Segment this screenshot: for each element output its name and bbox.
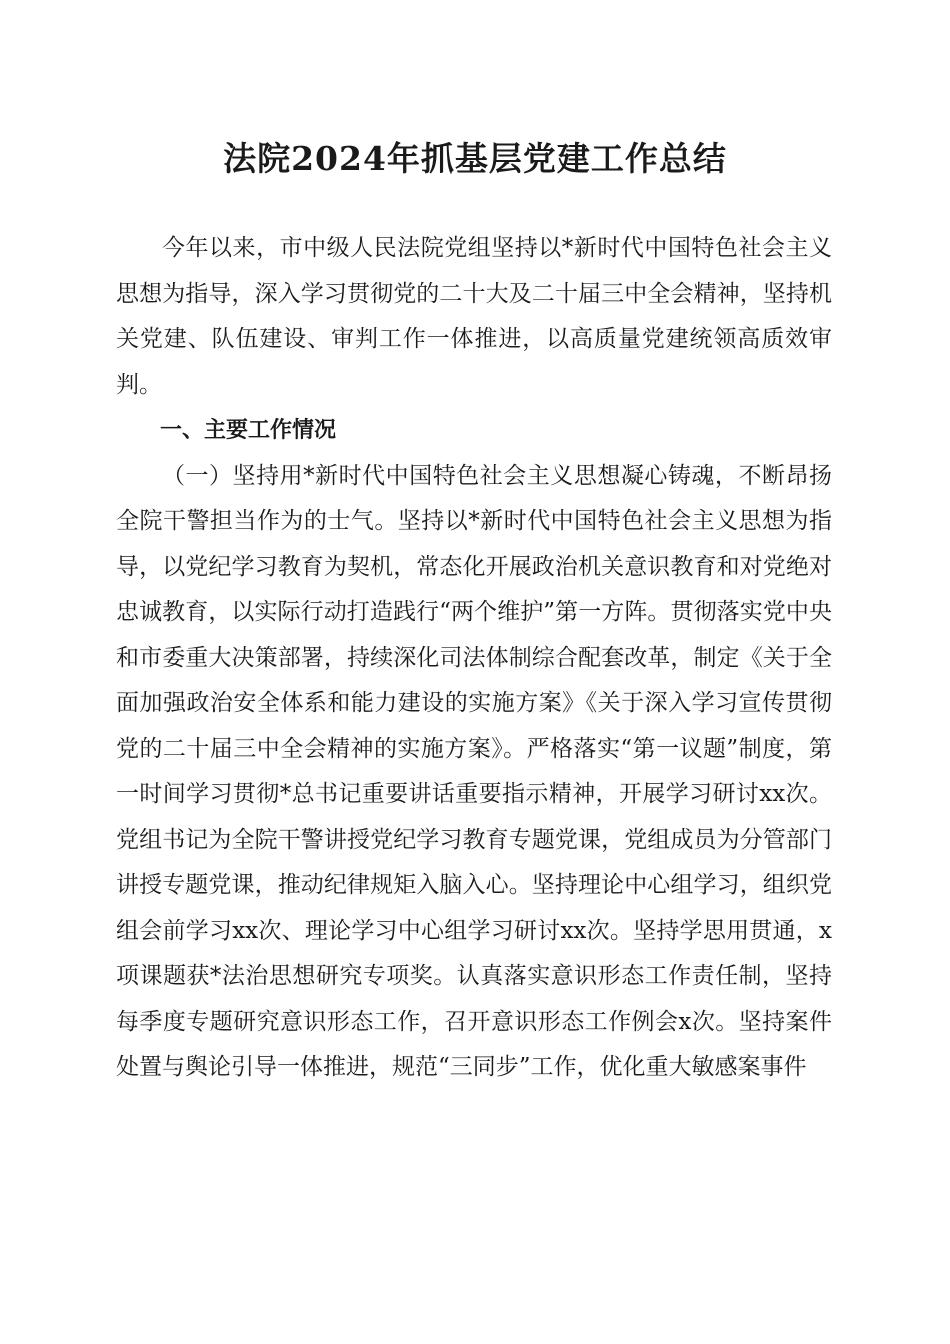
section-heading: 一、主要工作情况 bbox=[160, 418, 337, 443]
document-title: 法院2024年抓基层党建工作总结 bbox=[223, 139, 727, 178]
section-paragraph: （一）坚持用*新时代中国特色社会主义思想凝心铸魂，不断昂扬全院干警担当作为的士气。坚持以*新时代中国特色社会主义思想为指导，以党纪学习教育为契机，常态化开展政治机关意识教育和对党绝对忠诚教育，以实际行动打造践行“两个维护”第一方阵。贯彻落实党中央和市委重大决策部署，持续深化司法体制综合配套改革，制定《关于全面加强政治安全体系和能力建设的实施方案》《关于深入学习宣传贯彻党的二十届三中全会精神的实施方案》。严格落实“第一议题”制度，第一时间学习贯彻*总书记重要讲话重要指示精神，开展学习研讨xx次。党组书记为全院干警讲授党纪学习教育专题党课，党组成员为分管部门讲授专题党课，推动纪律规矩入脑入心。坚持理论中心组学习，组织党组会前学习xx次、理论学习中心组学习研讨xx次。坚持学思用贯通，x项课题获*法治思想研究专项奖。认真落实意识形态工作责任制，坚持每季度专题研究意识形态工作，召开意识形态工作例会x次。坚持案件处置与舆论引导一体推进，规范“三同步”工作，优化重大敏感案事件 bbox=[116, 462, 832, 1080]
intro-paragraph: 今年以来，市中级人民法院党组坚持以*新时代中国特色社会主义思想为指导，深入学习贯彻党的二十大及二十届三中全会精神，坚持机关党建、队伍建设、审判工作一体推进，以高质量党建统领高质效审判。 bbox=[116, 235, 832, 398]
document-body bbox=[116, 226, 832, 1091]
